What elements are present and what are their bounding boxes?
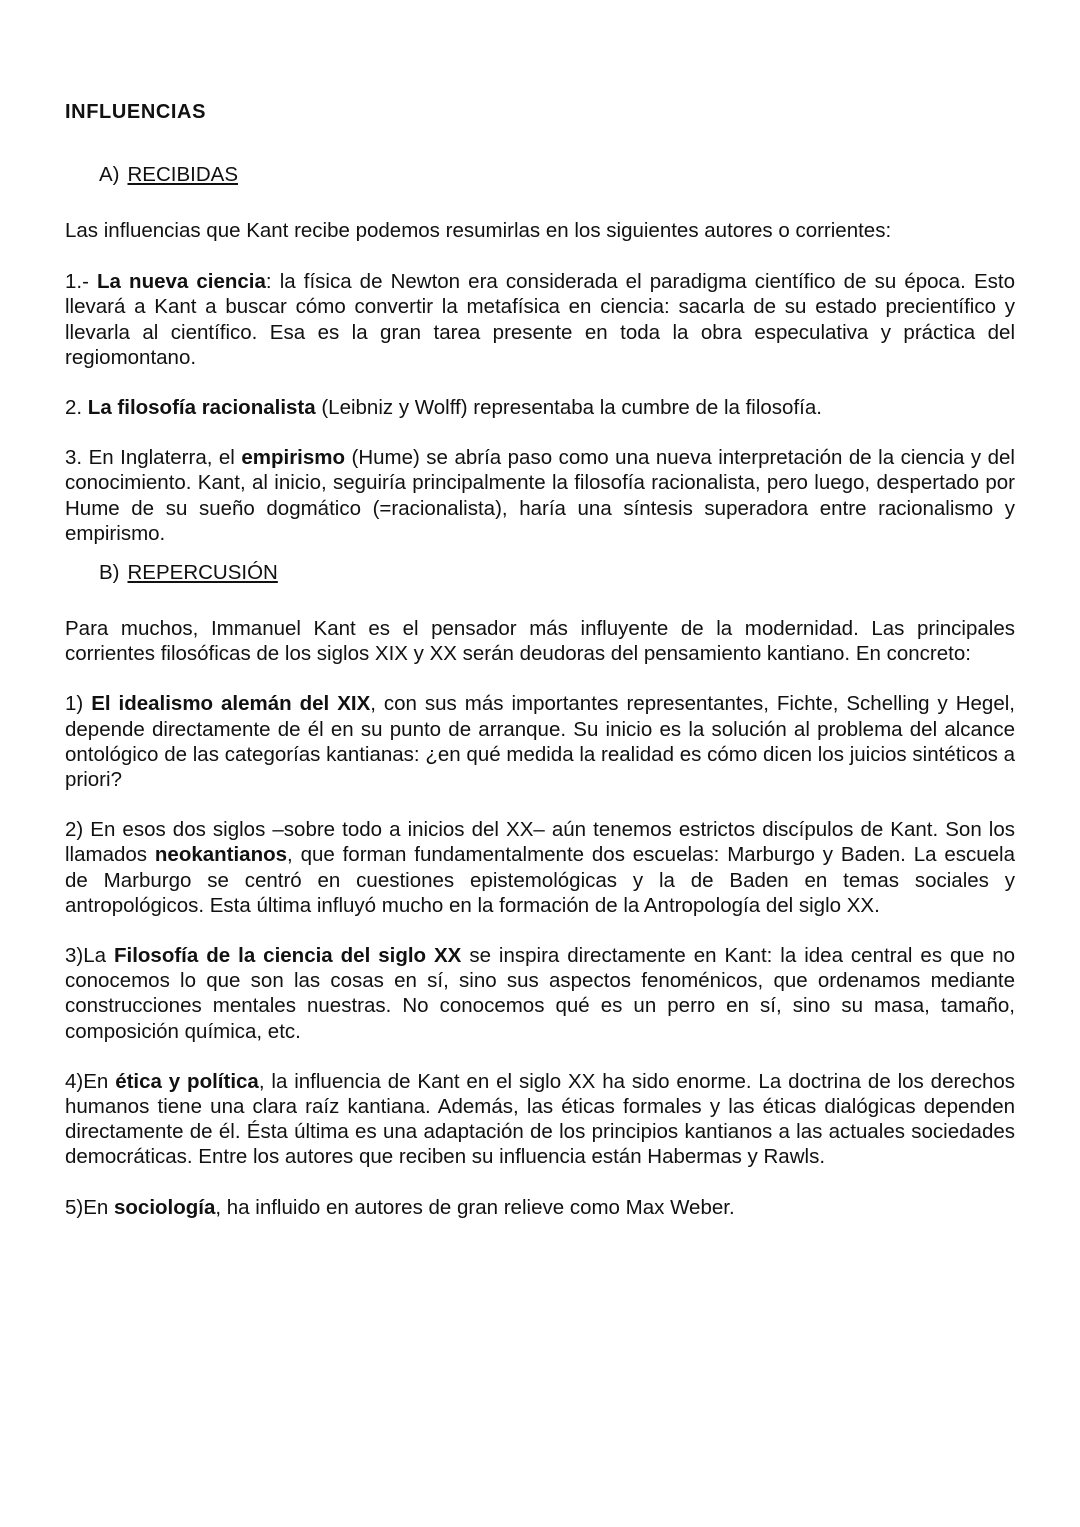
item-text: , que forman fundamentalmente dos escuelas: Marburgo y Baden. La escuela de Marburgo se centró en cuestiones epistemológicas y la de Baden en temas sociales y antropológicos. Esta última influyó mucho en la formación de la Antropología del siglo XX. [65, 843, 1015, 917]
item-text: (Leibniz y Wolff) representaba la cumbre de la filosofía. [315, 396, 822, 420]
item-text: , la influencia de Kant en el siglo XX ha sido enorme. La doctrina de los derechos humanos tiene una clara raíz kantiana. Además, las éticas formales y las éticas dialógicas dependen directamente de él. Ésta última es una adaptación de los principios kantianos a las actuales sociedades democráticas. Entre los autores que reciben su influencia están Habermas y Rawls. [65, 1069, 1016, 1169]
item-text: , con sus más importantes representantes, Fichte, Schelling y Hegel, depende directamente de él en su punto de arranque. Su inicio es la solución al problema del alcance ontológico de las categorías kantianas: ¿en qué medida la realidad es cómo dicen los juicios sintéticos a priori? [65, 692, 1015, 792]
item-keyword: empirismo [241, 446, 346, 470]
item-keyword: El idealismo alemán del XIX [91, 692, 371, 716]
item-prefix: 1.- [65, 270, 98, 294]
influence-item-empirismo [65, 445, 1015, 546]
item-prefix: 3)La [65, 944, 114, 968]
item-prefix: 5)En [65, 1195, 114, 1219]
item-keyword: Filosofía de la ciencia del siglo XX [114, 944, 462, 968]
item-text: , ha influido en autores de gran relieve como Max Weber. [215, 1195, 735, 1219]
section-heading-repercusion [99, 560, 1015, 586]
item-keyword: sociología [114, 1195, 216, 1219]
item-text: : la física de Newton era considerada el paradigma científico de su época. Esto llevará a Kant a buscar cómo convertir la metafísica en ciencia: sacarla de su estado precientífico y llevarla al científico. Esa es la gran tarea presente en toda la obra especulativa y práctica del regiomontano. [65, 270, 1015, 369]
section-letter: B) [99, 561, 120, 585]
item-prefix: 3. En Inglaterra, el [65, 446, 242, 470]
intro-paragraph-recibidas: Las influencias que Kant recibe podemos resumirlas en los siguientes autores o corrientes: [65, 219, 892, 242]
section-label: REPERCUSIÓN [127, 561, 278, 585]
repercussion-item-sociologia [65, 1195, 1015, 1220]
page-title: INFLUENCIAS [65, 101, 207, 123]
section-heading-recibidas [99, 162, 1015, 188]
item-text: se inspira directamente en Kant: la idea central es que no conocemos lo que son las cosas en sí, sino sus aspectos fenoménicos, que ordenamos mediante construcciones mentales nuestras. No conocemos qué es un perro en sí, sino su masa, tamaño, composición química, etc. [65, 944, 1015, 1043]
section-label: RECIBIDAS [127, 163, 238, 186]
item-keyword: neokantianos [154, 843, 288, 867]
influence-item-racionalismo [65, 395, 1015, 420]
item-prefix: 4)En [65, 1069, 116, 1093]
intro-paragraph-repercusion: Para muchos, Immanuel Kant es el pensador más influyente de la modernidad. Las principales corrientes filosóficas de los siglos XIX y XX serán deudoras del pensamiento kantiano. En concreto: [65, 617, 1015, 666]
repercussion-item-filosofia-ciencia [65, 943, 1015, 1044]
influence-item-nueva-ciencia [65, 269, 1015, 370]
repercussion-item-etica-politica [65, 1069, 1015, 1170]
document-page [65, 98, 1015, 1245]
section-letter: A) [99, 163, 120, 186]
item-prefix: 2. [65, 396, 88, 420]
item-text: (Hume) se abría paso como una nueva interpretación de la ciencia y del conocimiento. Kant, al inicio, seguiría principalmente la filosofía racionalista, pero luego, despertado por Hume de su sueño dogmático (=racionalista), haría una síntesis superadora entre racionalismo y empirismo. [65, 446, 1015, 545]
item-prefix: 1) [65, 692, 92, 716]
repercussion-item-neokantianos [65, 817, 1015, 918]
repercussion-item-idealismo [65, 691, 1015, 792]
item-keyword: La nueva ciencia [97, 270, 266, 294]
item-prefix: 2) En esos dos siglos –sobre todo a inicios del XX– aún tenemos estrictos discípulos de Kant. Son los llamados [65, 818, 1015, 867]
item-keyword: La filosofía racionalista [87, 396, 316, 420]
item-keyword: ética y política [115, 1069, 259, 1093]
